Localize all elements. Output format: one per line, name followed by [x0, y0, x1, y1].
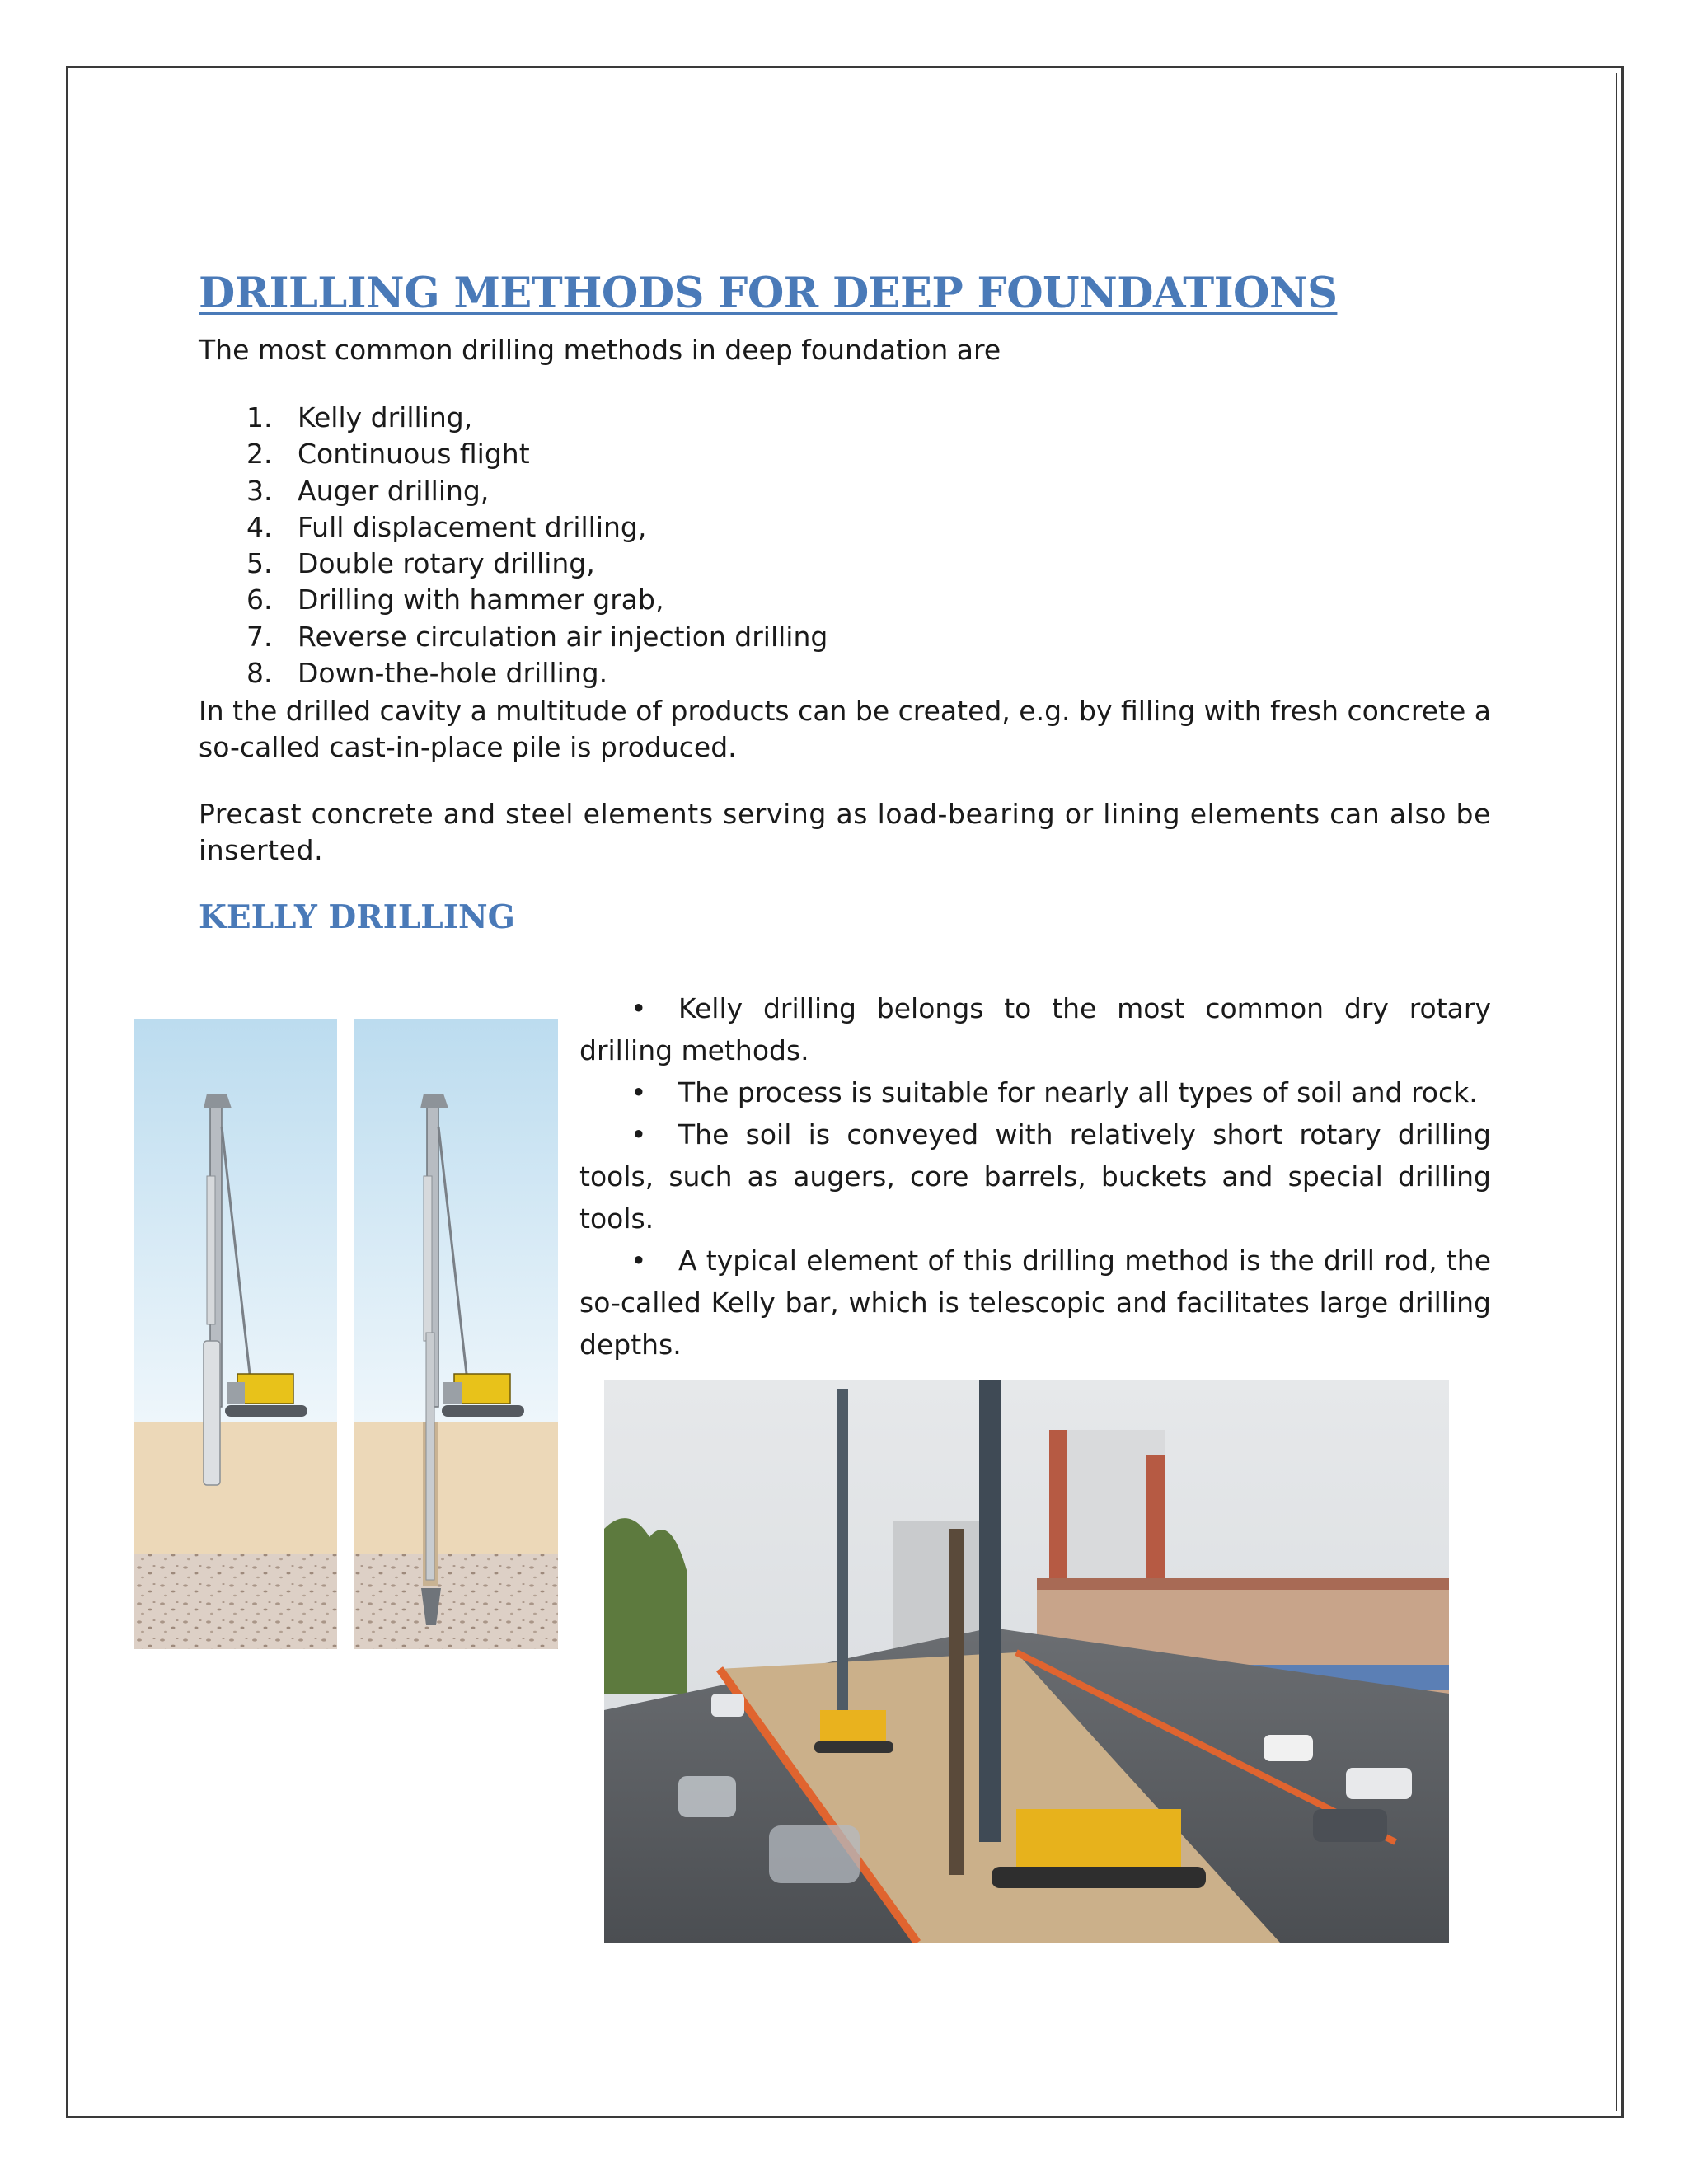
list-item: [199, 509, 828, 546]
page-title: DRILLING METHODS FOR DEEP FOUNDATIONS: [199, 269, 1338, 318]
list-number: 4.: [246, 510, 273, 543]
bullet-text: The soil is conveyed with relatively short rotary drilling tools, such as augers, core barrels, buckets and special drilling tools.: [579, 1118, 1491, 1235]
intro-text: The most common drilling methods in deep foundation are: [199, 334, 1001, 366]
section-heading-kelly: KELLY DRILLING: [199, 898, 515, 936]
list-item-label: Drilling with hammer grab,: [298, 583, 664, 616]
construction-site-photo: [604, 1380, 1449, 1943]
bullet-glyph: •: [631, 1076, 647, 1108]
diagram-panel-right: [354, 1019, 558, 1649]
kelly-drilling-bullets: [579, 987, 1491, 1366]
list-item: [199, 473, 828, 509]
list-item-label: Full displacement drilling,: [298, 510, 647, 543]
list-item: [199, 655, 828, 691]
list-number: 2.: [246, 438, 273, 471]
list-number: 8.: [246, 657, 273, 690]
bullet-glyph: •: [631, 992, 647, 1024]
kelly-drilling-diagram: [134, 1019, 558, 1649]
list-item: [199, 436, 828, 472]
bullet-text: The process is suitable for nearly all types of soil and rock.: [678, 1076, 1478, 1108]
paragraph-cast-in-place: In the drilled cavity a multitude of products can be created, e.g. by filling with fresh concrete a so-called cast-in-place pile is produced.: [199, 695, 1491, 763]
diagram-panel-left: [134, 1019, 337, 1649]
bullet-text: A typical element of this drilling method is the drill rod, the so-called Kelly bar, which is telescopic and facilitates large drilling depths.: [579, 1244, 1491, 1361]
list-number: 3.: [246, 474, 273, 507]
list-number: 7.: [246, 620, 273, 653]
drilling-methods-list: [199, 400, 828, 691]
paragraph-precast: Precast concrete and steel elements serving as load-bearing or lining elements can also be inserted.: [199, 798, 1491, 866]
list-item: [199, 619, 828, 655]
list-item: [199, 582, 828, 618]
bullet-glyph: •: [631, 1118, 647, 1151]
list-item-label: Down-the-hole drilling.: [298, 657, 608, 690]
bullet-text: Kelly drilling belongs to the most common dry rotary drilling methods.: [579, 992, 1491, 1066]
list-item: [199, 400, 828, 436]
list-item-label: Kelly drilling,: [298, 401, 473, 434]
list-item: [579, 1071, 1491, 1113]
list-number: 6.: [246, 583, 273, 616]
list-item-label: Auger drilling,: [298, 474, 490, 507]
list-item-label: Double rotary drilling,: [298, 547, 595, 580]
list-number: 5.: [246, 547, 273, 580]
list-item-label: Continuous flight: [298, 438, 530, 471]
list-item: [579, 1240, 1491, 1366]
list-item: [199, 546, 828, 582]
list-item-label: Reverse circulation air injection drilling: [298, 620, 828, 653]
list-item: [579, 987, 1491, 1071]
list-number: 1.: [246, 401, 273, 434]
list-item: [579, 1113, 1491, 1240]
bullet-glyph: •: [631, 1244, 647, 1277]
